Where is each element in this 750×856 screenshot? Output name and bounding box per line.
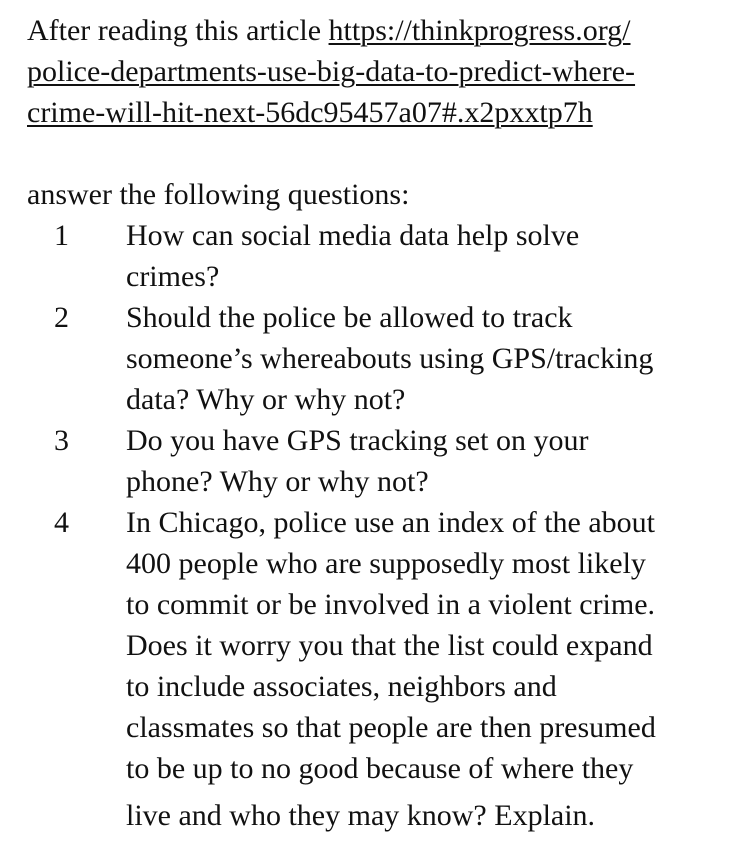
question-item-2 [27,297,727,420]
question-text-line: to include associates, neighbors and [126,670,557,703]
question-text-line: Should the police be allowed to track [126,301,573,334]
question-text-line: classmates so that people are then presumed [126,711,656,744]
questions-prompt: answer the following questions: [27,178,410,211]
question-text-line: How can social media data help solve [126,219,580,252]
question-number: 4 [54,506,69,539]
paragraph-spacer [27,133,727,174]
question-number: 2 [54,301,69,334]
question-text-line: crimes? [126,260,220,293]
question-text-line: 400 people who are supposedly most likely [126,547,646,580]
article-link-part-3[interactable]: crime-will-hit-next-56dc95457a07#.x2pxxtp7h [27,96,593,129]
question-item-3 [27,420,727,502]
article-link-part-1[interactable]: https://thinkprogress.org/ [328,14,631,47]
document-page [27,10,727,836]
question-number: 1 [54,219,69,252]
question-text-line: to be up to no good because of where they [126,752,634,785]
question-number: 3 [54,424,69,457]
article-link-part-2[interactable]: police-departments-use-big-data-to-predict-where- [27,55,636,88]
question-text-line: In Chicago, police use an index of the about [126,506,656,539]
question-text-line: data? Why or why not? [126,383,406,416]
intro-paragraph [27,10,727,133]
question-text-line: someone’s whereabouts using GPS/tracking [126,342,654,375]
intro-third-line [27,92,727,133]
intro-lead-text: After reading this article [27,14,329,47]
intro-second-line [27,51,727,92]
question-text-line: Does it worry you that the list could expand [126,629,653,662]
question-text-line: phone? Why or why not? [126,465,429,498]
question-list [27,215,727,836]
question-text-line: live and who they may know? Explain. [126,799,596,832]
question-text-line: to commit or be involved in a violent crime. [126,588,656,621]
question-item-4 [27,502,727,836]
intro-first-line [27,10,727,51]
question-item-1 [27,215,727,297]
question-text-line: Do you have GPS tracking set on your [126,424,589,457]
